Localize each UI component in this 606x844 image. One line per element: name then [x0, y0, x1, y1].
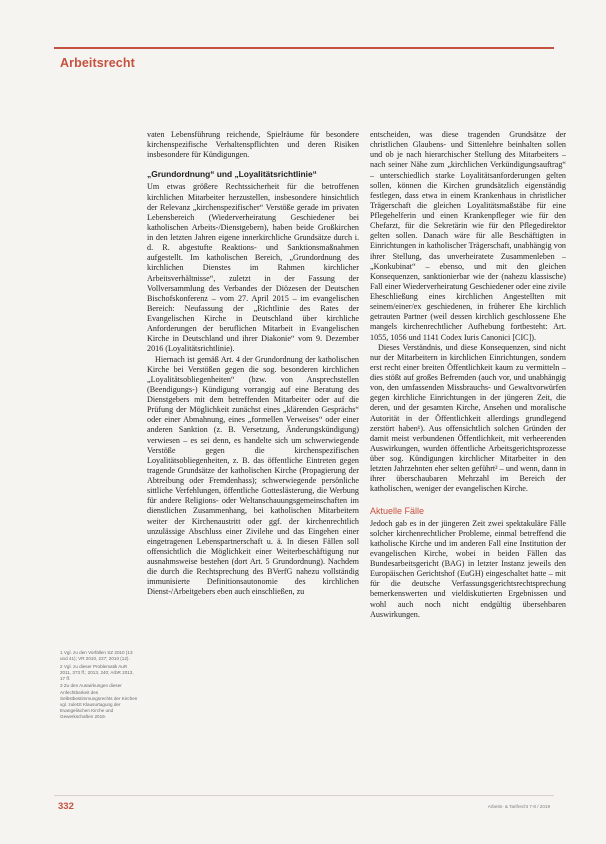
right-column: [370, 130, 566, 620]
header-rule: [54, 47, 554, 49]
subheading: „Grundordnung“ und „Loyalitätsrichtlinie“: [147, 169, 317, 180]
section-title: Arbeitsrecht: [60, 56, 135, 70]
footnote: 1 Vgl. zu den Vorfällen SZ 2010 (13 und 41); VR 2010, 227; 2010 (12).: [60, 650, 133, 662]
subheading: Aktuelle Fälle: [370, 505, 425, 516]
footer-issue: Arbeits- & Tarifrecht 7-8 / 2019: [487, 804, 550, 809]
paragraph: Dieses Verständnis, und diese Konsequenzen, sind nicht nur der Mitarbeitern in kirchlichen Einrichtungen, sondern erst recht einer breiten Öffentlichkeit kaum zu vermitteln – dies stößt auf großes Befremden (auch vor, und unabhängig von, den umfassenden Missbrauchs- und Gewaltvorwürfen gegen kirchliche Einrichtungen in der jüngeren Zeit, die deren, und der gesamten Kirche, Ansehen und moralische Autorität in der Öffentlichkeit allerdings grundlegend zerstört haben¹). Aus offensichtlich solchen Gründen der damit meist verbundenen Öffentlichkeit, mit verheerenden Auswirkungen, wurden öffentliche Arbeitsgerichtsprozesse über sog. Kündigungen kirchlicher Mitarbeiter in den letzten Jahrzehnten eher selten geführt² – und wenn, dann in ihrer überschaubaren Mehrzahl im Bereich der katholischen, weniger der evangelischen Kirche.: [370, 342, 566, 494]
paragraph: Jedoch gab es in der jüngeren Zeit zwei spektakuläre Fälle solcher kirchenrechtlicher Probleme, einmal betreffend die katholische Kirche und im anderen Fall eine Institution der evangelischen Kirche, wobei in beiden Fällen das Bundesarbeitsgericht (BAG) in letzter Instanz jeweils den Europäischen Gerichtshof (EuGH) eingeschaltet hatte – mit für die deutsche Verfassungsgerichtsrechtsprechung bemerkenswerten und vieldiskutierten Ergebnissen und wohl auch noch nicht endgültig übersehbaren Auswirkungen.: [370, 518, 566, 619]
paragraph: entscheiden, was diese tragenden Grundsätze der christlichen Glaubens- und Sittenlehre beinhalten sollen und ob je nach hierarchischer Stellung des Mitarbeiters – nach seiner Nähe zum „kirchlichen Verkündigungsauftrag“ – unterschiedlich starke Loyalitätsanforderungen gelten sollen, können die Kirchen grundsätzlich eigenständig festlegen, dass etwa in einem Krankenhaus in christlicher Trägerschaft die gleichen Loyalitätsmaßstäbe für eine Pflegehelferin und einen Krankenpfleger wie für den Chefarzt, für die Sekretärin wie für den Pflegedirektor gelten sollen. Danach wäre für alle Beschäftigten in Einrichtungen in katholischer Trägerschaft, unabhängig von ihrer Stellung, das unverheiratete Zusammenleben – „Konkubinat“ – ebenso, und mit den gleichen Konsequenzen, sanktionierbar wie der (nahezu klassische) Fall einer Wiederverheiratung Geschiedener oder eine zivile Eheschließung eines kirchlichen Angestellten mit seinem/einer/ex geschiedenen, in früherer Ehe kirchlich getrauten Partner (weil dessen kirchlich geschlossene Ehe mangels kirchenrechtlicher Aufhebung fortbesteht: Art. 1055, 1056 und 1141 Codex Iuris Canonici [CIC]).: [370, 130, 566, 342]
paragraph: Hiernach ist gemäß Art. 4 der Grundordnung der katholischen Kirche bei Verstößen gegen die sog. besonderen kirchlichen „Loyalitätsobliegenheiten“ (bzw. von Ansprechstellen (Beendigungs-) Kündigung vorrangig auf eine Beratung des Dienstgebers mit dem betreffenden Mitarbeiter oder auf die Prüfung der Möglichkeit zunächst eines „klärenden Gesprächs“ oder einer Abmahnung, eines „formellen Verweises“ oder einer anderen Sanktion (z. B. Versetzung, Änderungskündigung) verwiesen – es sei denn, es handelte sich um schwerwiegende Verstöße gegen die kirchenspezifischen Loyalitätsobliegenheiten, z. B. das öffentliche Eintreten gegen tragende Grundsätze der katholischen Kirche (Propagierung der Abtreibung oder Fremdenhass); schwerwiegende persönliche sittliche Verfehlungen, öffentliche Gotteslästerung, die Werbung für andere Religions- oder Weltanschauungsgemeinschaften im dienstlichen Zusammenhang, bei katholischen Mitarbeitern weiter der Kirchenaustritt oder ggf. der kirchenrechtlich unzulässige Abschluss einer Zivilehe und das Eingehen einer eingetragenen Lebenspartnerschaft u. ä. In diesen Fällen soll offensichtlich die Möglichkeit einer Weiterbeschäftigung nur ausnahmsweise bestehen (dort Art. 5 Grundordnung). Nachdem die durch die Rechtsprechung des BVerfG nahezu vollständig immunisierte Definitionsautonomie des kirchlichen Dienst-/Arbeitgebers eben auch einschließen, zu: [147, 354, 359, 597]
page-number: 332: [58, 801, 74, 812]
paragraph: vaten Lebensführung reichende, Spielräume für besondere kirchenspezifische Verhaltenspflichten und deren Risiken insbesondere für Kündigungen.: [147, 130, 359, 160]
footnote: 2 Vgl. zu dieser Problematik AuR 2011, 373 ff.; 2013, 240; ArbR 2013, 17 ff.: [60, 663, 134, 681]
left-column: [147, 130, 359, 598]
footnotes: [60, 650, 138, 722]
paragraph: Um etwas größere Rechtssicherheit für die betroffenen kirchlichen Mitarbeiter herzustellen, insbesondere hinsichtlich der Relevanz „kirchenspezifischer“ Verstöße gerade im privaten Lebensbereich (Wiederverheiratung Geschiedener bei katholischen Arbeits-/Dienstgebern), haben beide Großkirchen in den letzten Jahren eigene innerkirchliche Grundsätze durch i. d. R. abgestufte Reaktions- und Sanktionsmaßnahmen aufgestellt. Im katholischen Bereich, „Grundordnung des kirchlichen Dienstes im Rahmen kirchlicher Arbeitsverhältnisse“, zuletzt in der Fassung der Vollversammlung des Verbandes der Diözesen der Deutschen Bischofskonferenz – vom 27. April 2015 – im evangelischen Bereich: Neufassung der „Richtlinie des Rates der Evangelischen Kirche in Deutschland über kirchliche Anforderungen der beruflichen Mitarbeit in Evangelischen Kirche in Deutschland und ihrer Diakonie“ vom 9. Dezember 2016 (Loyalitätsrichtlinie).: [147, 182, 359, 354]
footer-rule: [54, 795, 554, 796]
footnote: 3 Zu den Auswirkungen dieser Anfechtbarkeit des Selbstbestimmungsrechts der Kirchen vgl. zuletzt Klausurtagung der Evangelischen Kirche und Gewerkschaften 2019.: [60, 683, 138, 719]
